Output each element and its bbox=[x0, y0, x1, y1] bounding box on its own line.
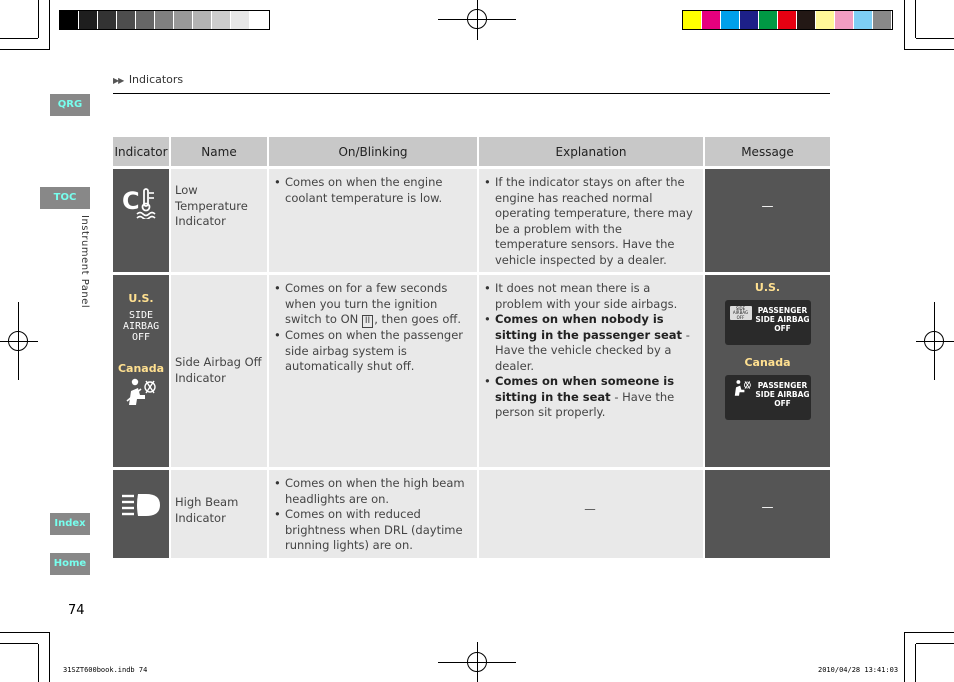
passenger-airbag-off-icon bbox=[123, 377, 159, 407]
list-item: • Comes on with reduced brightness when DRL (daytime running lights) are on. bbox=[273, 507, 471, 554]
crop-mark-bl-h bbox=[0, 643, 38, 644]
color-swatch bbox=[873, 11, 892, 29]
list-item: • Comes on for a few seconds when you turn the ignition switch to ON II , then goes off. bbox=[273, 281, 471, 328]
color-swatch bbox=[702, 11, 721, 29]
color-swatch bbox=[231, 11, 250, 29]
message-cell bbox=[705, 467, 830, 558]
breadcrumb-label: Indicators bbox=[128, 73, 184, 86]
crop-mark-br-h bbox=[916, 643, 954, 644]
grayscale-color-bar bbox=[59, 10, 270, 30]
crop-mark-br-v2 bbox=[904, 632, 905, 682]
list-item: • Comes on when someone is sitting in the seat - Have the person sit properly. bbox=[483, 374, 697, 421]
color-swatch bbox=[835, 11, 854, 29]
high-beam-icon bbox=[120, 492, 162, 520]
list-item: • Comes on when the high beam headlights are on. bbox=[273, 476, 471, 507]
color-swatch bbox=[79, 11, 98, 29]
color-swatch bbox=[854, 11, 873, 29]
message-dash: — bbox=[761, 199, 774, 213]
section-label: Instrument Panel bbox=[79, 215, 90, 309]
index-tab[interactable]: Index bbox=[50, 513, 90, 535]
double-arrow-icon: ▶▶ bbox=[113, 76, 124, 85]
crop-mark-bl-v bbox=[38, 644, 39, 682]
indicator-table bbox=[113, 137, 830, 558]
breadcrumb[interactable] bbox=[113, 73, 183, 86]
color-swatch bbox=[60, 11, 79, 29]
list-item: • Comes on when nobody is sitting in the passenger seat - Have the vehicle checked by a dealer. bbox=[483, 312, 697, 374]
crop-mark-br-h2 bbox=[904, 632, 954, 633]
explanation-cell bbox=[479, 467, 705, 558]
color-swatch bbox=[797, 11, 816, 29]
toc-tab[interactable]: TOC bbox=[40, 187, 90, 209]
color-swatch bbox=[778, 11, 797, 29]
ignition-position-box: II bbox=[362, 315, 373, 328]
color-swatch bbox=[759, 11, 778, 29]
message-cell bbox=[705, 166, 830, 272]
crop-mark-bl-v2 bbox=[49, 632, 50, 682]
header-name: Name bbox=[171, 137, 269, 166]
passenger-airbag-off-icon bbox=[731, 379, 753, 397]
message-display-canada bbox=[725, 375, 811, 420]
header-message: Message bbox=[705, 137, 830, 166]
message-text: PASSENGER SIDE AIRBAG OFF bbox=[755, 380, 810, 408]
table-row-side-airbag-off bbox=[113, 272, 830, 467]
crop-mark-tl-h bbox=[0, 38, 38, 39]
side-airbag-off-text-icon: SIDE AIRBAG OFF bbox=[123, 309, 160, 343]
header-explanation: Explanation bbox=[479, 137, 705, 166]
svg-text:C: C bbox=[122, 187, 140, 215]
message-cell bbox=[705, 272, 830, 467]
crop-mark-tr-h bbox=[916, 38, 954, 39]
message-dash: — bbox=[761, 500, 774, 514]
color-swatch bbox=[98, 11, 117, 29]
indicator-cell bbox=[113, 467, 171, 558]
on-blinking-cell bbox=[269, 166, 479, 272]
qrg-tab[interactable]: QRG bbox=[50, 94, 90, 116]
color-swatch bbox=[212, 11, 231, 29]
header-indicator: Indicator bbox=[113, 137, 171, 166]
side-airbag-off-chip: SIDE AIRBAG OFF bbox=[730, 306, 752, 320]
color-swatch bbox=[250, 11, 269, 29]
table-row-high-beam bbox=[113, 467, 830, 558]
color-swatch bbox=[193, 11, 212, 29]
header-rule bbox=[113, 93, 830, 94]
crop-mark-tl-h2 bbox=[0, 49, 50, 50]
explanation-dash: — bbox=[584, 502, 596, 516]
explanation-cell bbox=[479, 166, 705, 272]
crop-mark-tr-v bbox=[915, 0, 916, 38]
name-cell: Low Temperature Indicator bbox=[171, 166, 269, 272]
region-label-us: U.S. bbox=[754, 281, 781, 294]
region-label-us: U.S. bbox=[128, 292, 154, 305]
table-row-low-temperature bbox=[113, 166, 830, 272]
color-swatch bbox=[683, 11, 702, 29]
process-color-bar bbox=[682, 10, 893, 30]
on-blinking-cell bbox=[269, 272, 479, 467]
name-cell: High Beam Indicator bbox=[171, 467, 269, 558]
table-header-row bbox=[113, 137, 830, 166]
list-item: • If the indicator stays on after the engine has reached normal operating temperature, there may be a problem with the temperature sensors. Have the vehicle inspected by a dealer. bbox=[483, 175, 697, 268]
crop-mark-tl-v2 bbox=[49, 0, 50, 50]
color-swatch bbox=[816, 11, 835, 29]
crop-mark-br-v bbox=[915, 644, 916, 682]
color-swatch bbox=[136, 11, 155, 29]
indicator-cell bbox=[113, 272, 171, 467]
region-label-canada: Canada bbox=[744, 356, 791, 369]
color-swatch bbox=[155, 11, 174, 29]
crop-mark-tr-v2 bbox=[904, 0, 905, 50]
message-display-us bbox=[725, 300, 811, 345]
message-text: PASSENGER SIDE AIRBAG OFF bbox=[755, 305, 810, 333]
color-swatch bbox=[740, 11, 759, 29]
on-blinking-cell bbox=[269, 467, 479, 558]
indicator-cell bbox=[113, 166, 171, 272]
page-number: 74 bbox=[68, 603, 85, 618]
list-item: • Comes on when the passenger side airbag system is automatically shut off. bbox=[273, 328, 471, 375]
explanation-cell bbox=[479, 272, 705, 467]
print-timestamp: 2010/04/28 13:41:03 bbox=[818, 666, 899, 674]
crop-mark-bl-h2 bbox=[0, 632, 50, 633]
color-swatch bbox=[117, 11, 136, 29]
color-swatch bbox=[174, 11, 193, 29]
crop-mark-tr-h2 bbox=[904, 49, 954, 50]
color-swatch bbox=[721, 11, 740, 29]
low-temperature-icon bbox=[122, 185, 160, 219]
name-cell: Side Airbag Off Indicator bbox=[171, 272, 269, 467]
list-item: • It does not mean there is a problem with your side airbags. bbox=[483, 281, 697, 312]
list-item: • Comes on when the engine coolant temperature is low. bbox=[273, 175, 471, 206]
crop-mark-tl-v bbox=[38, 0, 39, 38]
region-label-canada: Canada bbox=[117, 361, 165, 375]
header-on-blinking: On/Blinking bbox=[269, 137, 479, 166]
home-tab[interactable]: Home bbox=[50, 553, 90, 575]
file-slug: 31SZT600book.indb 74 bbox=[63, 666, 148, 674]
